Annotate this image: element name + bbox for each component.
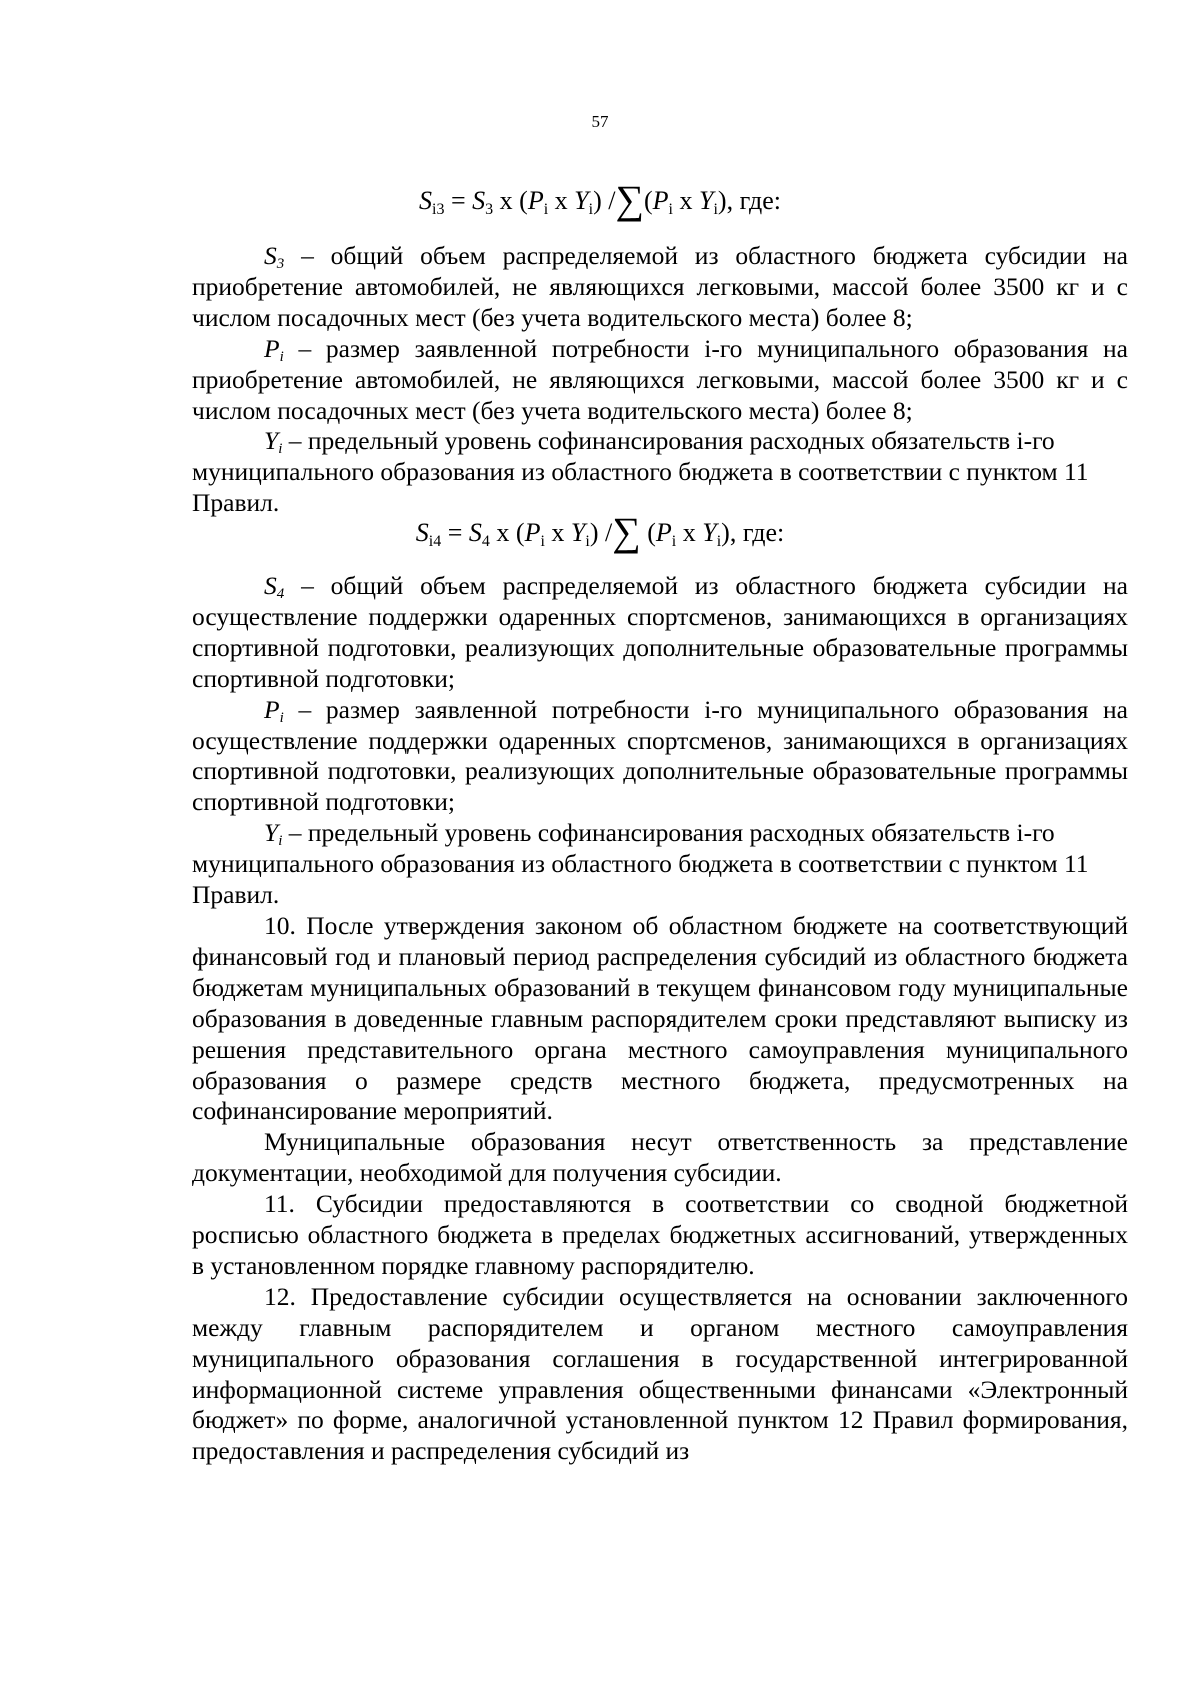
definition-yi: $Y_i$ – предельный уровень софинансирования расходных обязательств i-го муниципального образования из областного бюджета в соответствии с пунктом 11 Правил. (192, 426, 1089, 518)
formula-s-i4: $S_{i4} = S_4$ x ($P_i$ x $Y_i$) /∑ ($P_i$ x $Y_i$), где: (415, 509, 785, 554)
page-number: 57 (591, 112, 609, 131)
paragraph-10: 10. После утверждения законом об областном бюджете на соответствующий финансовый год и плановый период распределения субсидий из областного бюджета бюджетам муниципальных образований в текущем финансовом году муниципальные образования в доведенные главным распорядителем сроки представляют выписку из решения представительного органа местного самоуправления муниципального образования о размере средств местного бюджета, предусмотренных на софинансирование мероприятий. (192, 910, 1128, 1126)
definitions-block-1 (192, 241, 1128, 519)
paragraph-responsibility: Муниципальные образования несут ответственность за представление документации, необходимой для получения субсидии. (192, 1127, 1128, 1188)
paragraph-12: 12. Предоставление субсидии осуществляется на основании заключенного между главным распорядителем и органом местного самоуправления муниципального образования соглашения в государственной интегрированной информационной системе управления общественными финансами «Электронный бюджет» по форме, аналогичной установленной пунктом 12 Правил формирования, предоставления и распределения субсидий из (192, 1281, 1128, 1466)
paragraph-11: 11. Субсидии предоставляются в соответствии со сводной бюджетной росписью областного бюджета в пределах бюджетных ассигнований, утвержденных в установленном порядке главному распорядителю. (192, 1189, 1128, 1280)
definition-pi: $P_i$ – размер заявленной потребности i-го муниципального образования на приобретение автомобилей, не являющихся легковыми, массой более 3500 кг и с числом посадочных мест (без учета водительского места) более 8; (192, 333, 1128, 425)
definition-pi: $P_i$ – размер заявленной потребности i-го муниципального образования на осуществление поддержки одаренных спортсменов, занимающихся в организациях спортивной подготовки, реализующих дополнительные образовательные программы спортивной подготовки; (192, 694, 1128, 817)
definition-yi: $Y_i$ – предельный уровень софинансирования расходных обязательств i-го муниципального образования из областного бюджета в соответствии с пунктом 11 Правил. (192, 818, 1089, 910)
definition-s4: $S_4$ – общий объем распределяемой из областного бюджета субсидии на осуществление поддержки одаренных спортсменов, занимающихся в организациях спортивной подготовки, реализующих дополнительные образовательные программы спортивной подготовки; (192, 571, 1128, 693)
sum-symbol: ∑ (615, 177, 644, 222)
definitions-block-2 (192, 571, 1128, 1467)
definition-s3: $S_3$ – общий объем распределяемой из областного бюджета субсидии на приобретение автомобилей, не являющихся легковыми, массой более 3500 кг и с числом посадочных мест (без учета водительского места) более 8; (192, 241, 1128, 332)
sum-symbol: ∑ (612, 509, 641, 554)
formula-s-i3: $S_{i3} = S_3$ x ($P_i$ x $Y_i$) $/\sum(P_i$ x $Y_i$), где: (419, 177, 781, 222)
